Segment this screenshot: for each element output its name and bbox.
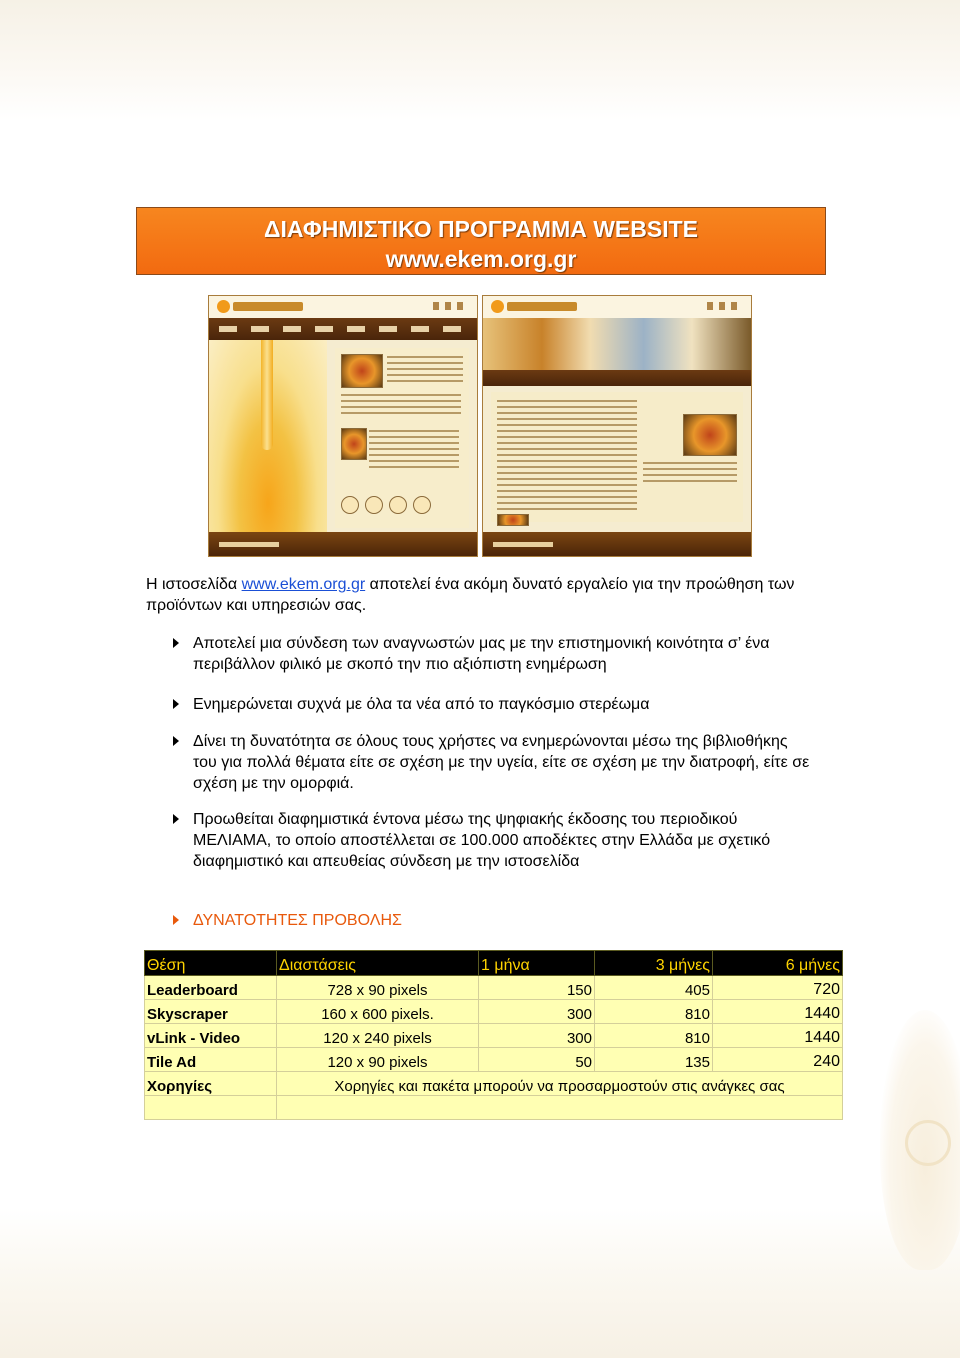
header-dimensions: Διαστάσεις (277, 951, 479, 976)
table-row-empty (145, 1096, 843, 1120)
sponsorship-note: Χορηγίες και πακέτα μπορούν να προσαρμοστούν στις ανάγκες σας (277, 1072, 843, 1096)
website-homepage-screenshot (208, 295, 478, 557)
ad-size: 160 x 600 pixels. (277, 1000, 479, 1024)
price-1-month: 300 (479, 1024, 595, 1048)
price-1-month: 50 (479, 1048, 595, 1072)
header-photo-strip (483, 318, 751, 370)
header-position: Θέση (145, 951, 277, 976)
ad-name: Χορηγίες (145, 1072, 277, 1096)
price-1-month: 150 (479, 976, 595, 1000)
ad-name: Tile Ad (145, 1048, 277, 1072)
ad-size: 728 x 90 pixels (277, 976, 479, 1000)
intro-prefix: Η ιστοσελίδα (146, 576, 242, 593)
pricing-table (144, 950, 843, 1120)
heading-arrow-icon (173, 915, 179, 925)
ekem-logo-icon (491, 300, 504, 313)
table-row (145, 976, 843, 1000)
ekem-website-link[interactable]: www.ekem.org.gr (241, 576, 366, 593)
ekem-logo-icon (217, 300, 230, 313)
banner-title: ΔΙΑΦΗΜΙΣΤΙΚΟ ΠΡΟΓΡΑΜΜΑ WEBSITE (263, 216, 699, 242)
price-6-months: 240 (713, 1048, 843, 1072)
bullet-text: Ενημερώνεται συχνά με όλα τα νέα από το παγκόσμιο στερέωμα (193, 696, 650, 713)
empty-cell (145, 1096, 277, 1120)
table-row-sponsorship (145, 1072, 843, 1096)
header-1-month: 1 μήνα (479, 951, 595, 976)
bullet-text: Δίνει τη δυνατότητα σε όλους τους χρήστες να ενημερώνονται μέσω της βιβλιοθήκης του για πολλά θέματα είτε σε σχέση με την υγεία, είτε σε σχέση με την διατροφή, είτε σε σχέση με την ομορφιά. (193, 733, 810, 792)
bullet-arrow-icon (173, 814, 179, 824)
banner-url: www.ekem.org.gr (385, 246, 577, 272)
ad-size: 120 x 240 pixels (277, 1024, 479, 1048)
bullet-arrow-icon (173, 638, 179, 648)
price-3-months: 810 (595, 1024, 713, 1048)
ad-name: Skyscraper (145, 1000, 277, 1024)
price-6-months: 720 (713, 976, 843, 1000)
bullet-text: Προωθείται διαφημιστικά έντονα μέσω της ψηφιακής έκδοσης του περιοδικού ΜΕΛΙΑΜΑ, το οποίο αποστέλλεται σε 100.000 αποδέκτες στην Ελλάδα με σχετικό διαφημιστικό και απευθείας σύνδεση με την ιστοσελίδα (193, 811, 771, 870)
bullet-arrow-icon (173, 699, 179, 709)
price-3-months: 135 (595, 1048, 713, 1072)
header-3-months: 3 μήνες (595, 951, 713, 976)
page-top-backdrop (0, 0, 960, 120)
intro-paragraph (146, 574, 826, 616)
table-row (145, 1048, 843, 1072)
program-banner (136, 207, 826, 275)
header-6-months: 6 μήνες (713, 951, 843, 976)
bullet-arrow-icon (173, 736, 179, 746)
table-row (145, 1024, 843, 1048)
ad-name: vLink - Video (145, 1024, 277, 1048)
price-6-months: 1440 (713, 1024, 843, 1048)
price-6-months: 1440 (713, 1000, 843, 1024)
bee-watermark-icon (905, 1120, 951, 1166)
empty-cell (277, 1096, 843, 1120)
website-article-screenshot (482, 295, 752, 557)
bullet-text: Αποτελεί μια σύνδεση των αναγνωστών μας με την επιστημονική κοινότητα σ’ ένα περιβάλλον φιλικό με σκοπό την πιο αξιόπιστη ενημέρωση (193, 635, 770, 673)
table-row (145, 1000, 843, 1024)
intro-suffix: αποτελεί ένα ακόμη δυνατό εργαλείο για την προώθηση των προϊόντων και υπηρεσιών σας. (146, 576, 795, 614)
ad-name: Leaderboard (145, 976, 277, 1000)
table-header-row (145, 951, 843, 976)
section-heading-text: ΔΥΝΑΤΟΤΗΤΕΣ ΠΡΟΒΟΛΗΣ (193, 912, 402, 929)
price-3-months: 810 (595, 1000, 713, 1024)
ad-size: 120 x 90 pixels (277, 1048, 479, 1072)
price-1-month: 300 (479, 1000, 595, 1024)
page-bottom-backdrop (0, 1208, 960, 1358)
price-3-months: 405 (595, 976, 713, 1000)
